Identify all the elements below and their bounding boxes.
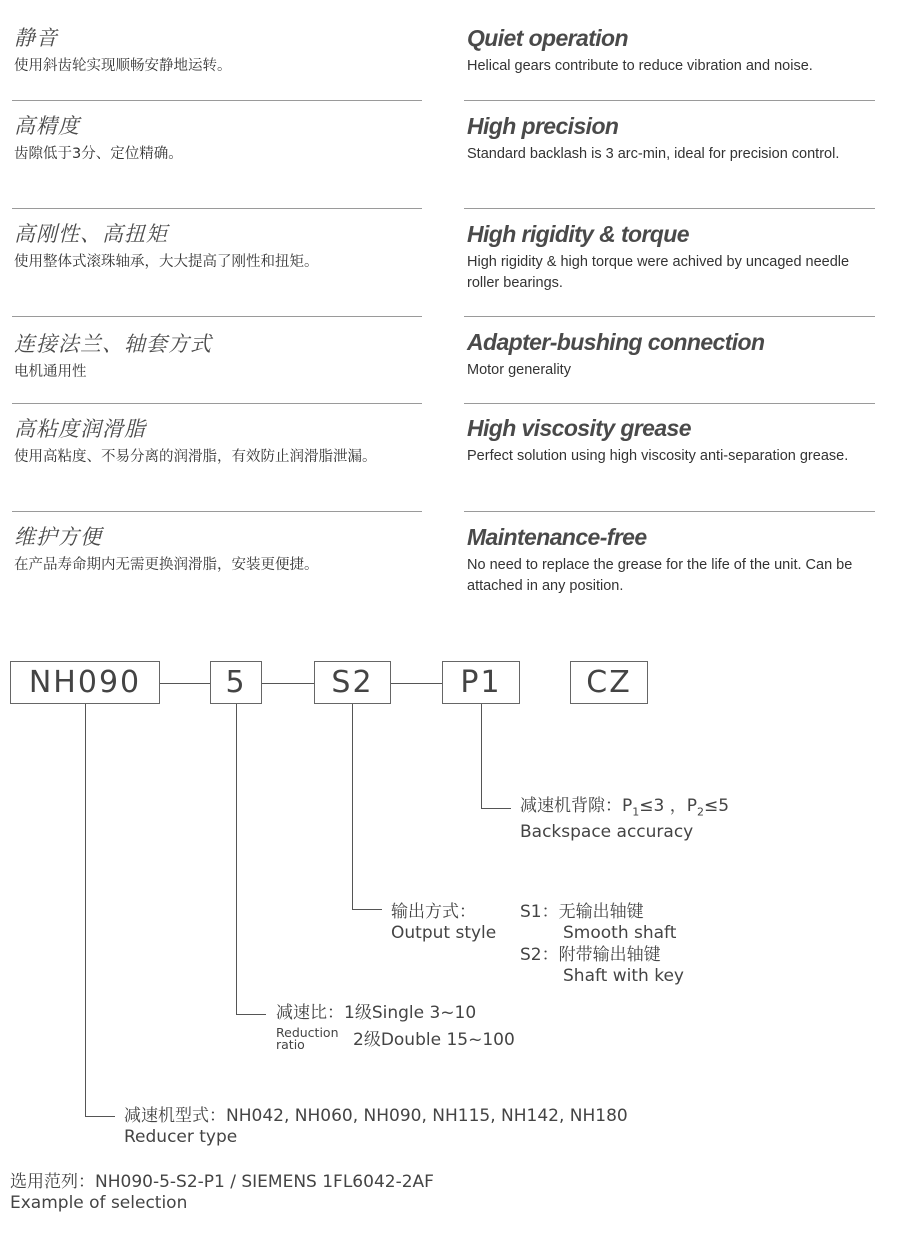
backlash-label-en: Backspace accuracy [520,822,694,843]
feature-en-grease [467,414,877,467]
feature-desc: 使用整体式滚珠轴承，大大提高了刚性和扭矩。 [14,254,319,270]
feature-title: 维护方便 [14,525,102,549]
feature-en-precision [467,112,877,165]
output-option-s1 [520,902,676,944]
divider [12,316,422,317]
leader-line [236,1014,266,1015]
feature-desc: 在产品寿命期内无需更换润滑脂，安装更便捷。 [14,557,319,573]
s2-label: S2：附带输出轴键 [520,945,661,965]
ratio-double: 2级Double 15~100 [353,1030,515,1050]
output-label: 输出方式： [391,902,476,922]
output-option-s2 [520,945,684,987]
p2-symbol: P [686,796,697,816]
code-box-ratio: 5 [210,661,262,704]
annotation-backlash [520,796,729,843]
feature-title: 高精度 [14,114,80,138]
feature-desc: Helical gears contribute to reduce vibration and noise. [467,58,813,74]
feature-desc: High rigidity & high torque were achived by uncaged needle roller bearings. [467,254,850,291]
feature-desc: No need to replace the grease for the life of the unit. Can be attached in any position. [467,557,853,594]
divider [12,100,422,101]
leader-line [481,808,511,809]
feature-zh-grease [14,415,424,468]
reducer-type-label: 减速机型式：NH042, NH060, NH090, NH115, NH142, NH180 [124,1106,628,1126]
backlash-label: 减速机背隙： [520,796,622,816]
leader-line [236,704,237,1014]
p2-subscript: 2 [697,805,704,819]
feature-title: High precision [467,113,619,139]
feature-title: 高粘度润滑脂 [14,417,146,441]
feature-desc: 使用高粘度、不易分离的润滑脂，有效防止润滑脂泄漏。 [14,449,377,465]
leader-line [85,704,86,1116]
p1-value: ≤3 ， [639,796,687,816]
example-label: 选用范列：NH090-5-S2-P1 / SIEMENS 1FL6042-2AF [10,1172,434,1192]
ratio-label-en-line2: ratio [276,1037,305,1052]
feature-title: 连接法兰、轴套方式 [14,332,212,356]
divider [464,316,875,317]
feature-title: 静音 [14,26,58,50]
divider [464,403,875,404]
code-box-option: CZ [570,661,648,704]
divider [12,403,422,404]
ratio-label-en-line1: Reduction [276,1025,339,1040]
p2-value: ≤5 [704,796,730,816]
feature-zh-rigidity [14,220,424,273]
leader-line [481,704,482,808]
connector-line [262,683,314,684]
feature-title: Adapter-bushing connection [467,329,765,355]
feature-zh-quiet [14,24,424,77]
feature-desc: Motor generality [467,362,571,378]
divider [464,511,875,512]
feature-title: 高刚性、高扭矩 [14,222,168,246]
code-box-backlash: P1 [442,661,520,704]
p1-subscript: 1 [632,805,640,819]
feature-en-maintenance [467,523,877,597]
connector-line [160,683,210,684]
feature-desc: Perfect solution using high viscosity anti-separation grease. [467,448,849,464]
divider [12,208,422,209]
ratio-single: 1级Single 3~10 [344,1003,477,1023]
feature-title: High rigidity & torque [467,221,689,247]
feature-desc: 电机通用性 [14,364,87,380]
feature-en-quiet [467,24,877,77]
feature-zh-precision [14,112,424,165]
feature-desc: 齿隙低于3分、定位精确。 [14,146,183,162]
s1-label: S1：无输出轴键 [520,902,644,922]
leader-line [85,1116,115,1117]
s2-label-en: Shaft with key [563,966,684,986]
feature-zh-connection [14,330,424,383]
feature-title: Quiet operation [467,25,628,51]
code-box-model: NH090 [10,661,160,704]
connector-line [391,683,442,684]
divider [464,208,875,209]
annotation-ratio [276,1003,476,1024]
code-box-output: S2 [314,661,391,704]
annotation-output-style [391,902,496,944]
example-label-en: Example of selection [10,1193,188,1213]
output-label-en: Output style [391,923,497,943]
p1-symbol: P [622,796,633,816]
leader-line [352,704,353,909]
divider [12,511,422,512]
example-of-selection [10,1172,434,1214]
ratio-label: 减速比： [276,1003,344,1023]
feature-title: Maintenance-free [467,524,647,550]
feature-en-rigidity [467,220,877,294]
feature-zh-maintenance [14,523,424,576]
annotation-reducer-type [124,1106,628,1148]
feature-desc: 使用斜齿轮实现顺畅安静地运转。 [14,58,232,74]
ratio-label-en [276,1027,339,1051]
feature-en-connection [467,328,877,381]
leader-line [352,909,382,910]
feature-desc: Standard backlash is 3 arc-min, ideal for precision control. [467,146,840,162]
divider [464,100,875,101]
s1-label-en: Smooth shaft [563,923,677,943]
feature-title: High viscosity grease [467,415,691,441]
reducer-type-label-en: Reducer type [124,1127,238,1147]
